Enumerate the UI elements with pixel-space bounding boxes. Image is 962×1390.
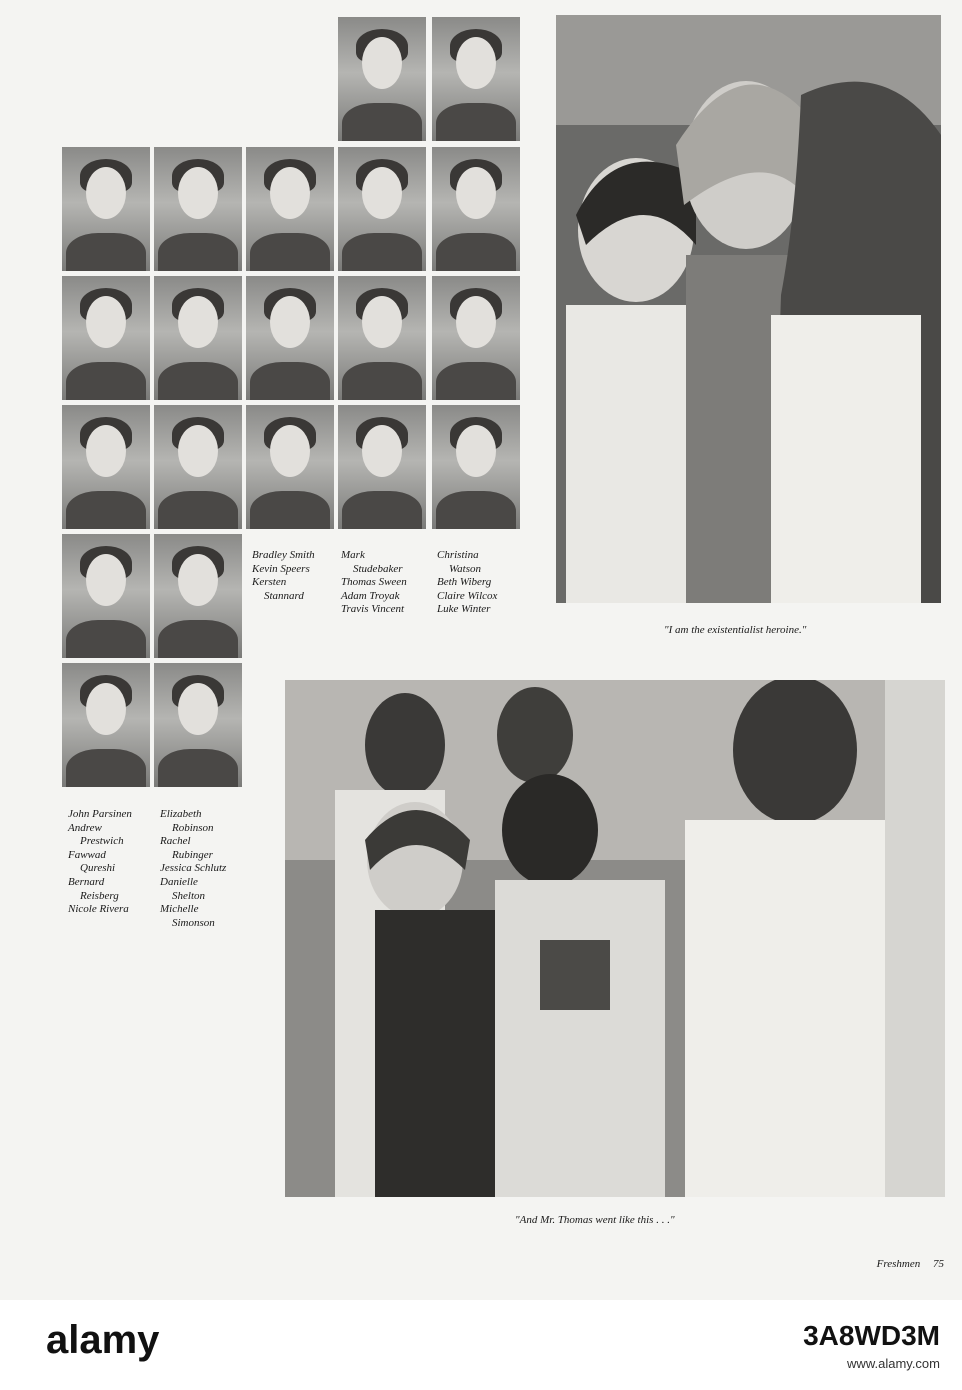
top-photo-caption: "I am the existentialist heroine." <box>664 624 807 636</box>
page-footer <box>867 1258 944 1270</box>
student-portrait <box>62 663 150 787</box>
student-portrait <box>432 147 520 271</box>
student-names-column-5: Elizabeth Robinson Rachel Rubinger Jessica Schlutz Danielle Shelton Michelle Simonson <box>160 808 227 929</box>
student-names-column-3: Christina Watson Beth Wiberg Claire Wilcox Luke Winter <box>437 549 498 616</box>
page-number: 75 <box>933 1258 944 1270</box>
student-portrait <box>246 405 334 529</box>
student-portrait <box>154 147 242 271</box>
student-portrait <box>62 534 150 658</box>
student-portrait <box>432 17 520 141</box>
student-portrait <box>62 147 150 271</box>
student-portrait <box>62 405 150 529</box>
student-portrait <box>154 276 242 400</box>
bottom-photo-caption: "And Mr. Thomas went like this . . ." <box>515 1214 675 1226</box>
photo-illustration <box>285 680 945 1197</box>
student-portrait <box>338 405 426 529</box>
student-names-column-4: John Parsinen Andrew Prestwich Fawwad Qureshi Bernard Reisberg Nicole Rivera <box>68 808 132 916</box>
student-names-column-2: Mark Studebaker Thomas Sween Adam Troyak Travis Vincent <box>341 549 407 616</box>
student-names-column-1: Bradley Smith Kevin Speers Kersten Stannard <box>252 549 315 602</box>
student-portrait <box>338 276 426 400</box>
photo-illustration <box>556 15 941 603</box>
alamy-logo: alamy <box>46 1318 160 1362</box>
student-portrait <box>432 405 520 529</box>
student-portrait <box>154 405 242 529</box>
student-portrait <box>338 17 426 141</box>
image-id: 3A8WD3M <box>803 1320 940 1351</box>
credit-url[interactable]: www.alamy.com <box>847 1356 940 1371</box>
candid-photo-hallway-girls <box>556 15 941 603</box>
candid-photo-hallway-group <box>285 680 945 1197</box>
student-portrait <box>432 276 520 400</box>
student-portrait <box>62 276 150 400</box>
student-portrait <box>154 534 242 658</box>
student-portrait <box>338 147 426 271</box>
section-name: Freshmen <box>876 1258 921 1270</box>
student-portrait <box>246 147 334 271</box>
student-portrait <box>154 663 242 787</box>
student-portrait <box>246 276 334 400</box>
